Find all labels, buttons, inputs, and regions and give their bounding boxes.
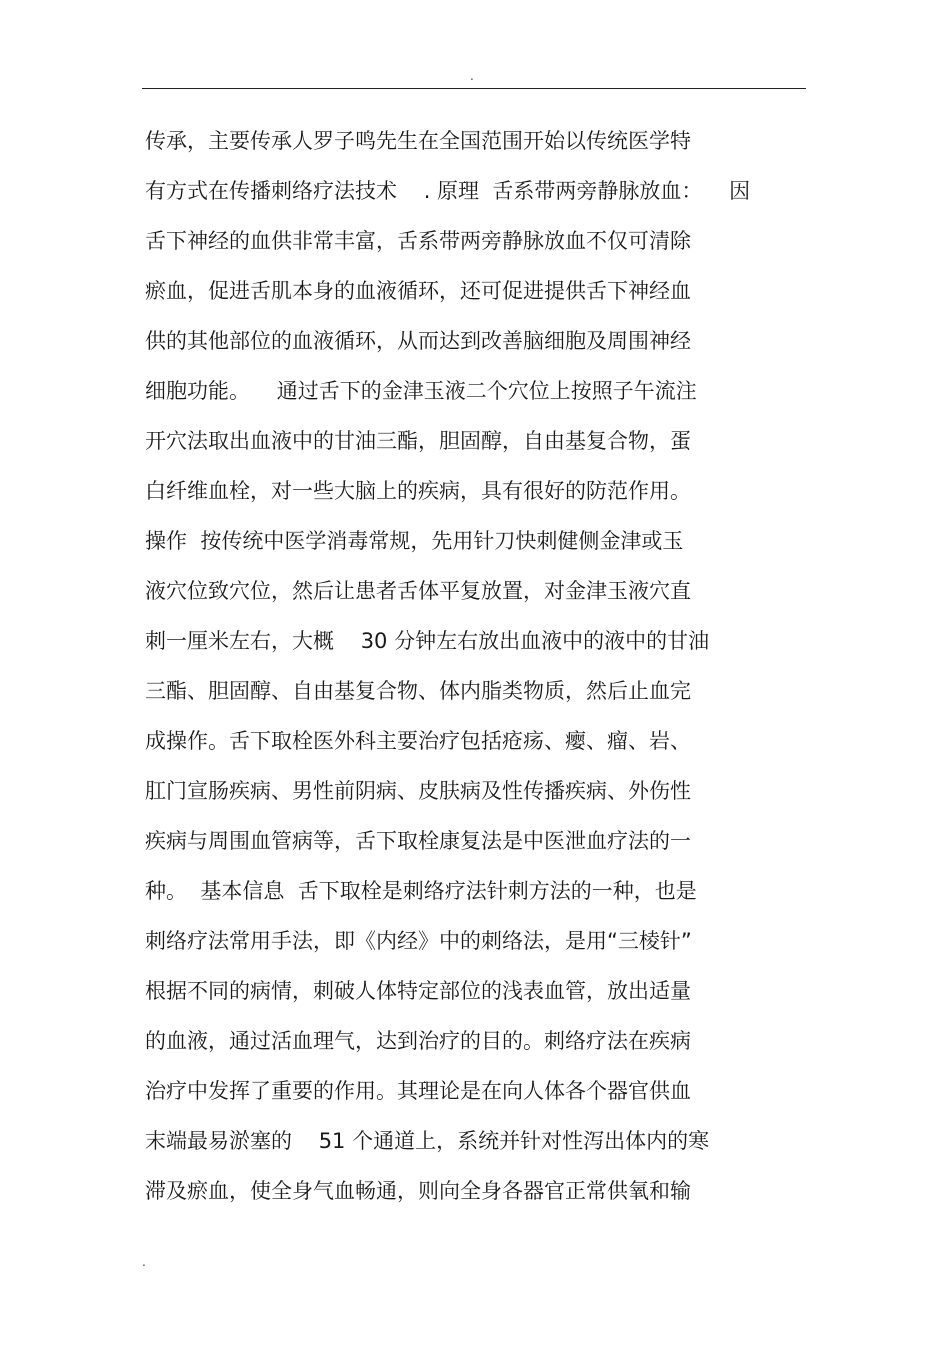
text-line: 供的其他部位的血液循环，从而达到改善脑细胞及周围神经 bbox=[145, 329, 691, 353]
text-line: 三酯、胆固醇、自由基复合物、体内脂类物质，然后止血完 bbox=[145, 679, 691, 703]
text-line: 滞及瘀血，使全身气血畅通，则向全身各器官正常供氧和输 bbox=[145, 1179, 691, 1203]
text-line: 肛门宣肠疾病、男性前阴病、皮肤病及性传播疾病、外伤性 bbox=[145, 779, 691, 803]
header-marker: . bbox=[470, 69, 474, 83]
text-line: 操作 按传统中医学消毒常规，先用针刀快刺健侧金津或玉 bbox=[145, 529, 684, 553]
text-line: 刺络疗法常用手法，即《内经》中的刺络法，是用“三棱针” bbox=[145, 929, 692, 953]
text-line: 传承，主要传承人罗子鸣先生在全国范围开始以传统医学特 bbox=[145, 129, 691, 153]
text-line: 瘀血，促进舌肌本身的血液循环，还可促进提供舌下神经血 bbox=[145, 279, 691, 303]
text-line: 细胞功能。 通过舌下的金津玉液二个穴位上按照子午流注 bbox=[145, 379, 697, 403]
text-line: 开穴法取出血液中的甘油三酯，胆固醇，自由基复合物，蛋 bbox=[145, 429, 691, 453]
text-line: 疾病与周围血管病等，舌下取栓康复法是中医泄血疗法的一 bbox=[145, 829, 691, 853]
body-text bbox=[145, 122, 825, 1222]
text-line: 种。 基本信息 舌下取栓是刺络疗法针刺方法的一种，也是 bbox=[145, 879, 697, 903]
text-line: 末端最易淤塞的 51 个通道上，系统并针对性泻出体内的寒 bbox=[145, 1129, 710, 1153]
footer-marker: . bbox=[142, 1255, 146, 1269]
text-line: 舌下神经的血供非常丰富，舌系带两旁静脉放血不仅可清除 bbox=[145, 229, 691, 253]
text-line: 治疗中发挥了重要的作用。其理论是在向人体各个器官供血 bbox=[145, 1079, 691, 1103]
header-rule bbox=[142, 88, 806, 89]
text-line: 刺一厘米左右，大概 30 分钟左右放出血液中的液中的甘油 bbox=[145, 629, 710, 653]
text-line: 液穴位致穴位，然后让患者舌体平复放置，对金津玉液穴直 bbox=[145, 579, 691, 603]
text-line: 的血液，通过活血理气，达到治疗的目的。刺络疗法在疾病 bbox=[145, 1029, 691, 1053]
text-line: 成操作。舌下取栓医外科主要治疗包括疮疡、瘿、瘤、岩、 bbox=[145, 729, 691, 753]
text-line: 白纤维血栓，对一些大脑上的疾病，具有很好的防范作用。 bbox=[145, 479, 691, 503]
text-line: 根据不同的病情，刺破人体特定部位的浅表血管，放出适量 bbox=[145, 979, 691, 1003]
text-line: 有方式在传播刺络疗法技术 . 原理 舌系带两旁静脉放血： 因 bbox=[145, 179, 751, 203]
